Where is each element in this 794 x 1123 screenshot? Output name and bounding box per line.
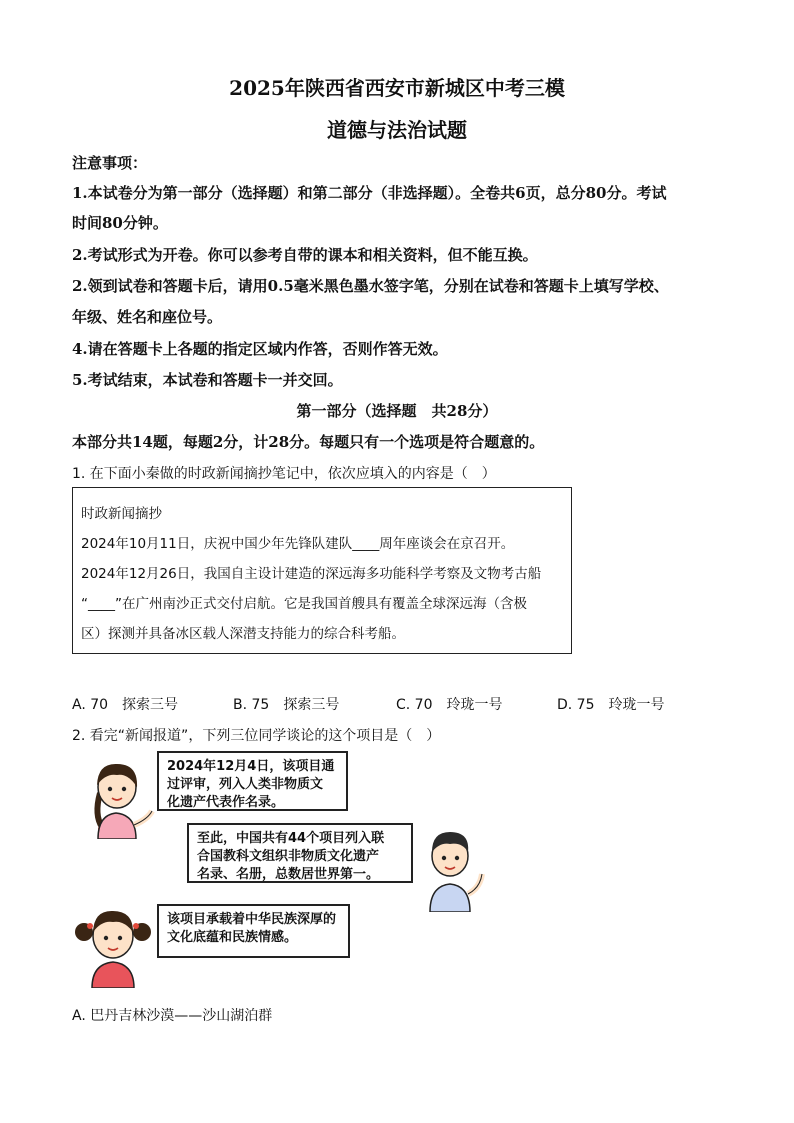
bubble-2-line-1: 至此，中国共有44个项目列入联 bbox=[197, 831, 385, 846]
exam-title: 2025年陕西省西安市新城区中考三模 bbox=[229, 76, 565, 100]
part1-heading: 第一部分（选择题 共28分） bbox=[296, 402, 498, 420]
q1-option-c[interactable]: C. 70 玲珑一号 bbox=[396, 697, 503, 713]
bubble-3-line-2: 文化底蕴和民族情感。 bbox=[167, 930, 298, 945]
speech-bubble-2 bbox=[187, 823, 413, 883]
girl-student-2-illustration bbox=[72, 898, 156, 988]
news-note-box bbox=[72, 487, 572, 654]
notice-item-5: 5.考试结束，本试卷和答题卡一并交回。 bbox=[72, 371, 343, 389]
q1-option-d[interactable]: D. 75 玲珑一号 bbox=[557, 697, 665, 713]
bubble-2-line-2: 合国教科文组织非物质文化遗产 bbox=[197, 849, 380, 864]
bubble-1-line-3: 化遗产代表作名录。 bbox=[167, 795, 285, 810]
bubble-1-line-2: 过评审，列入人类非物质文 bbox=[167, 777, 324, 792]
bubble-2-line-3: 名录、名册，总数居世界第一。 bbox=[197, 867, 380, 882]
boy-student-illustration bbox=[420, 820, 492, 912]
bubble-3-line-1: 该项目承载着中华民族深厚的 bbox=[167, 912, 337, 927]
question-1-stem: 1. 在下面小秦做的时政新闻摘抄笔记中，依次应填入的内容是（ ） bbox=[72, 466, 496, 482]
notice-item-1: 1.本试卷分为第一部分（选择题）和第二部分（非选择题）。全卷共6页，总分80分。考试 bbox=[72, 184, 667, 202]
news-note-line-3: “____”在广州南沙正式交付启航。它是我国首艘具有覆盖全球深远海（含极 bbox=[81, 596, 527, 612]
notice-item-3-cont: 年级、姓名和座位号。 bbox=[72, 308, 223, 326]
q1-option-b[interactable]: B. 75 探索三号 bbox=[233, 697, 340, 713]
notice-item-3: 2.领到试卷和答题卡后，请用0.5毫米黑色墨水签字笔，分别在试卷和答题卡上填写学校、 bbox=[72, 277, 669, 295]
notice-item-1-cont: 时间80分钟。 bbox=[72, 214, 168, 232]
speech-bubble-1 bbox=[157, 751, 348, 811]
q1-option-a[interactable]: A. 70 探索三号 bbox=[72, 697, 179, 713]
girl-student-1-illustration bbox=[82, 753, 162, 839]
part1-instruction: 本部分共14题，每题2分，计28分。每题只有一个选项是符合题意的。 bbox=[72, 433, 545, 451]
news-note-line-1: 2024年10月11日，庆祝中国少年先锋队建队____周年座谈会在京召开。 bbox=[81, 536, 515, 552]
notice-heading: 注意事项： bbox=[72, 154, 148, 172]
exam-subtitle: 道德与法治试题 bbox=[327, 118, 467, 142]
notice-item-4: 4.请在答题卡上各题的指定区域内作答，否则作答无效。 bbox=[72, 340, 448, 358]
q2-option-a[interactable]: A. 巴丹吉林沙漠——沙山湖泊群 bbox=[72, 1008, 273, 1024]
news-note-line-4: 区）探测并具备冰区载人深潜支持能力的综合科考船。 bbox=[81, 626, 405, 642]
speech-bubble-3 bbox=[157, 904, 350, 958]
news-note-line-2: 2024年12月26日，我国自主设计建造的深远海多功能科学考察及文物考古船 bbox=[81, 566, 542, 582]
notice-item-2: 2.考试形式为开卷。你可以参考自带的课本和相关资料，但不能互换。 bbox=[72, 246, 538, 264]
bubble-1-line-1: 2024年12月4日，该项目通 bbox=[167, 759, 335, 774]
question-2-stem: 2. 看完“新闻报道”，下列三位同学谈论的这个项目是（ ） bbox=[72, 728, 441, 744]
news-note-title: 时政新闻摘抄 bbox=[81, 506, 162, 522]
